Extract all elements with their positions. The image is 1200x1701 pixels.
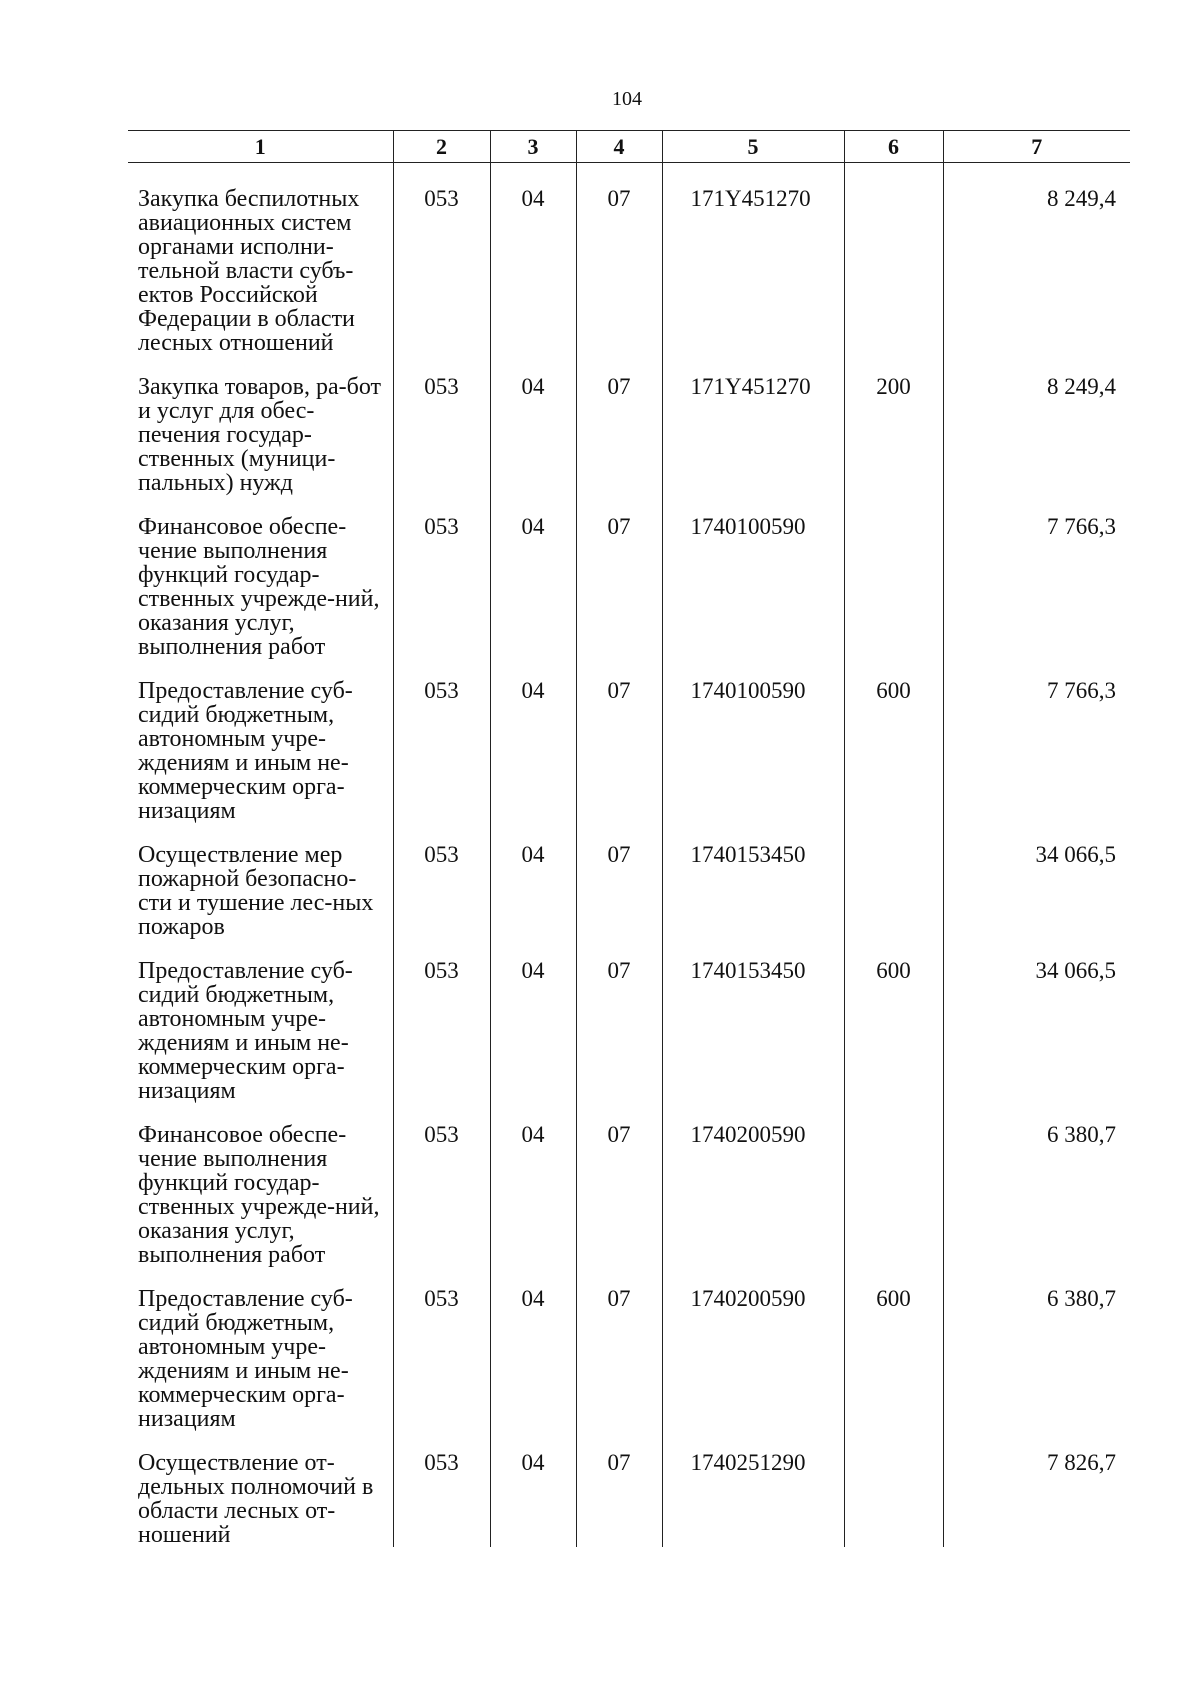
row-section-code: 04	[490, 659, 576, 823]
row-chapter-code: 053	[393, 823, 490, 939]
row-chapter-code: 053	[393, 355, 490, 495]
header-col-5: 5	[662, 131, 844, 163]
table-row	[128, 163, 1130, 356]
row-target-article: 1740100590	[662, 659, 844, 823]
row-chapter-code: 053	[393, 163, 490, 356]
row-section-code: 04	[490, 1431, 576, 1547]
row-section-code: 04	[490, 1267, 576, 1431]
header-col-2: 2	[393, 131, 490, 163]
row-name: Осуществление от-дельных полномочий в области лесных от-ношений	[138, 1450, 374, 1548]
row-subsection-code: 07	[576, 823, 662, 939]
row-target-article: 171Y451270	[662, 355, 844, 495]
row-target-article: 1740251290	[662, 1431, 844, 1547]
row-target-article: 171Y451270	[662, 163, 844, 356]
header-col-7: 7	[943, 131, 1130, 163]
page-number: 104	[612, 88, 642, 110]
row-name: Осуществление мер пожарной безопасно-сти и тушение лес-ных пожаров	[138, 842, 374, 940]
row-section-code: 04	[490, 823, 576, 939]
row-section-code: 04	[490, 939, 576, 1103]
header-col-1: 1	[128, 131, 393, 163]
row-target-article: 1740200590	[662, 1267, 844, 1431]
row-section-code: 04	[490, 163, 576, 356]
row-chapter-code: 053	[393, 1267, 490, 1431]
table-row	[128, 823, 1130, 939]
row-amount: 8 249,4	[943, 355, 1130, 495]
row-name: Закупка беспилотных авиационных систем органами исполни-тельной власти субъ-ектов Российской Федерации в области лесных отношений	[138, 186, 360, 356]
header-col-4: 4	[576, 131, 662, 163]
budget-table	[128, 130, 1130, 1547]
row-section-code: 04	[490, 1103, 576, 1267]
row-expense-type	[844, 1431, 943, 1547]
row-name: Предоставление суб-сидий бюджетным, автономным учре-ждениям и иным не-коммерческим орга-низациям	[138, 678, 353, 824]
row-chapter-code: 053	[393, 1431, 490, 1547]
row-subsection-code: 07	[576, 1103, 662, 1267]
row-subsection-code: 07	[576, 939, 662, 1103]
row-expense-type: 200	[844, 355, 943, 495]
table-row	[128, 355, 1130, 495]
row-amount: 34 066,5	[943, 939, 1130, 1103]
row-subsection-code: 07	[576, 1267, 662, 1431]
row-target-article: 1740100590	[662, 495, 844, 659]
row-chapter-code: 053	[393, 495, 490, 659]
row-target-article: 1740153450	[662, 939, 844, 1103]
table-row	[128, 939, 1130, 1103]
row-subsection-code: 07	[576, 495, 662, 659]
row-amount: 6 380,7	[943, 1103, 1130, 1267]
row-target-article: 1740153450	[662, 823, 844, 939]
row-expense-type	[844, 823, 943, 939]
row-amount: 7 766,3	[943, 495, 1130, 659]
row-expense-type: 600	[844, 659, 943, 823]
row-amount: 6 380,7	[943, 1267, 1130, 1431]
row-subsection-code: 07	[576, 659, 662, 823]
row-amount: 7 826,7	[943, 1431, 1130, 1547]
table-row	[128, 1103, 1130, 1267]
row-amount: 7 766,3	[943, 659, 1130, 823]
table-row	[128, 1431, 1130, 1547]
row-subsection-code: 07	[576, 355, 662, 495]
row-target-article: 1740200590	[662, 1103, 844, 1267]
row-name: Финансовое обеспе-чение выполнения функций государ-ственных учрежде-ний, оказания услуг, выполнения работ	[138, 514, 380, 660]
row-expense-type: 600	[844, 1267, 943, 1431]
row-chapter-code: 053	[393, 939, 490, 1103]
row-amount: 8 249,4	[943, 163, 1130, 356]
table-row	[128, 659, 1130, 823]
header-col-3: 3	[490, 131, 576, 163]
table-row	[128, 495, 1130, 659]
table-row	[128, 1267, 1130, 1431]
row-name: Финансовое обеспе-чение выполнения функций государ-ственных учрежде-ний, оказания услуг, выполнения работ	[138, 1122, 380, 1268]
row-section-code: 04	[490, 355, 576, 495]
row-chapter-code: 053	[393, 659, 490, 823]
header-col-6: 6	[844, 131, 943, 163]
row-subsection-code: 07	[576, 163, 662, 356]
row-expense-type	[844, 1103, 943, 1267]
row-expense-type	[844, 495, 943, 659]
row-subsection-code: 07	[576, 1431, 662, 1547]
row-name: Предоставление суб-сидий бюджетным, автономным учре-ждениям и иным не-коммерческим орга-низациям	[138, 958, 353, 1104]
row-expense-type: 600	[844, 939, 943, 1103]
row-name: Предоставление суб-сидий бюджетным, автономным учре-ждениям и иным не-коммерческим орга-низациям	[138, 1286, 353, 1432]
row-name: Закупка товаров, ра-бот и услуг для обес-печения государ-ственных (муници-пальных) нужд	[138, 374, 381, 496]
row-section-code: 04	[490, 495, 576, 659]
row-chapter-code: 053	[393, 1103, 490, 1267]
row-expense-type	[844, 163, 943, 356]
row-amount: 34 066,5	[943, 823, 1130, 939]
table-header-row	[128, 131, 1130, 163]
